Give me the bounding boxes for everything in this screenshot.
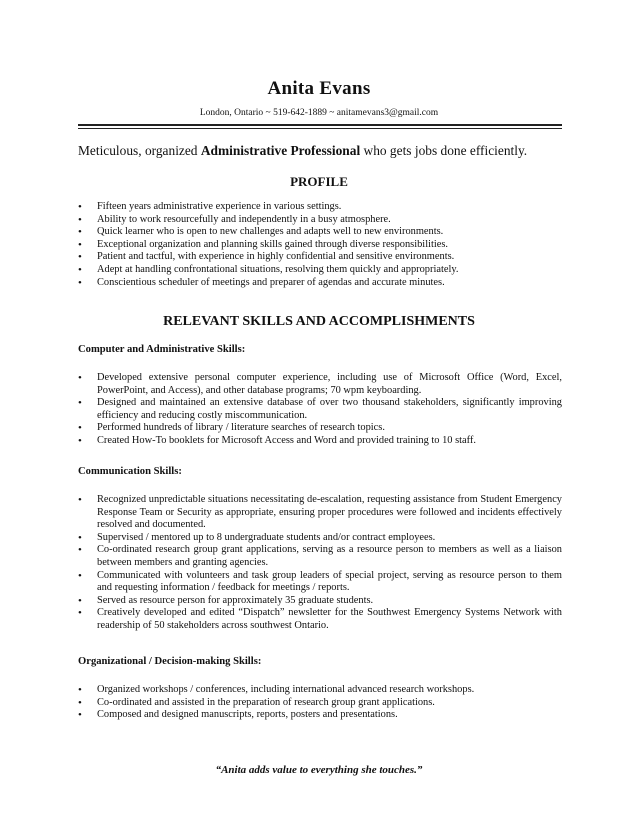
skills-heading: RELEVANT SKILLS AND ACCOMPLISHMENTS (163, 314, 475, 329)
communication-skills-title: Communication Skills: (78, 466, 182, 477)
list-item: • Exceptional organization and planning skills gained through diverse responsibilities. (78, 239, 562, 252)
list-item: • Co-ordinated and assisted in the preparation of research group grant applications. (78, 697, 562, 710)
list-item: • Supervised / mentored up to 8 undergraduate students and/or contract employees. (78, 532, 562, 545)
profile-heading: PROFILE (290, 174, 348, 189)
tagline-prefix: Meticulous, organized (78, 143, 201, 158)
list-item: • Patient and tactful, with experience in highly confidential and sensitive environments. (78, 251, 562, 264)
list-item: • Created How-To booklets for Microsoft Access and Word and provided training to 10 staff. (78, 435, 562, 448)
list-item: • Composed and designed manuscripts, reports, posters and presentations. (78, 709, 562, 722)
list-item: • Co-ordinated research group grant applications, serving as a resource person to members as well as a liaison between members and granting agencies. (78, 544, 562, 569)
tagline-title: Administrative Professional (200, 143, 361, 158)
list-item: • Conscientious scheduler of meetings and preparer of agendas and accurate minutes. (78, 277, 562, 290)
list-item: • Recognized unpredictable situations necessitating de-escalation, requesting assistance from Student Emergency Response Team or Security as appropriate, ensuring proper procedures were followed and incidents effectively resolved and documented. (78, 494, 562, 532)
list-item: • Quick learner who is open to new challenges and adapts well to new environments. (78, 226, 562, 239)
profile-list (78, 201, 562, 289)
candidate-name: Anita Evans (267, 78, 371, 99)
list-item: • Ability to work resourcefully and independently in a busy atmosphere. (78, 214, 562, 227)
header-rule-thin (78, 128, 562, 129)
tagline-suffix: who gets jobs done efficiently. (360, 143, 528, 158)
list-item: • Communicated with volunteers and task group leaders of special project, serving as resource person to them and requesting information / feedback for meetings / reports. (78, 570, 562, 595)
list-item: • Organized workshops / conferences, including international advanced research workshops. (78, 684, 562, 697)
list-item: • Creatively developed and edited “Dispatch” newsletter for the Southwest Emergency Systems Network with readership of 50 stakeholders across southwest Ontario. (78, 607, 562, 632)
list-item: • Developed extensive personal computer experience, including use of Microsoft Office (Word, Excel, PowerPoint, and Access), and other database programs; 70 wpm keyboarding. (78, 372, 562, 397)
list-item: • Fifteen years administrative experience in various settings. (78, 201, 562, 214)
list-item: • Adept at handling confrontational situations, resolving them quickly and appropriately. (78, 264, 562, 277)
list-item: • Performed hundreds of library / literature searches of research topics. (78, 422, 562, 435)
contact-line: London, Ontario ~ 519-642-1889 ~ anitamevans3@gmail.com (199, 108, 439, 118)
list-item: • Served as resource person for approximately 35 graduate students. (78, 595, 562, 608)
header-rule-thick (78, 124, 562, 126)
computer-skills-list (78, 372, 562, 448)
communication-skills-list (78, 494, 562, 633)
organizational-skills-list (78, 684, 562, 722)
list-item: • Designed and maintained an extensive database of over two thousand stakeholders, significantly improving efficiency and reducing costly miscommunication. (78, 397, 562, 422)
closing-quote: “Anita adds value to everything she touches.” (215, 764, 423, 776)
tagline (78, 143, 568, 159)
organizational-skills-title: Organizational / Decision-making Skills: (78, 656, 262, 667)
computer-skills-title: Computer and Administrative Skills: (78, 344, 246, 355)
